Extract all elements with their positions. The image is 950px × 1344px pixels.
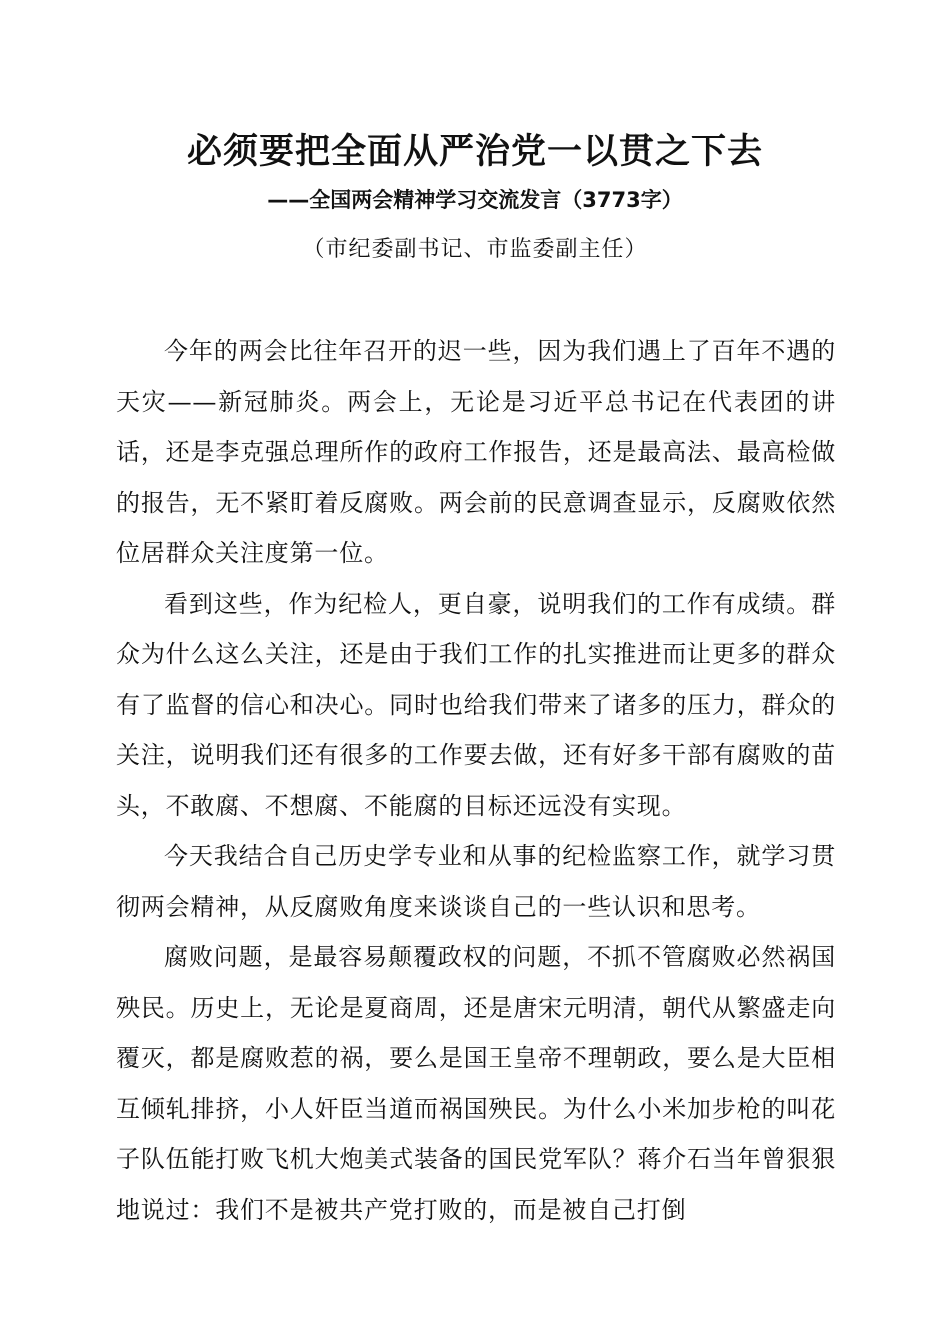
body-paragraph: 看到这些，作为纪检人，更自豪，说明我们的工作有成绩。群众为什么这么关注，还是由于我们工作的扎实推进而让更多的群众有了监督的信心和决心。同时也给我们带来了诸多的压力，群众的关注，说明我们还有很多的工作要去做，还有好多干部有腐败的苗头，不敢腐、不想腐、不能腐的目标还远没有实现。 xyxy=(116,589,836,820)
document-author: （市纪委副书记、市监委副主任） xyxy=(302,237,648,262)
body-paragraph: 腐败问题，是最容易颠覆政权的问题，不抓不管腐败必然祸国殃民。历史上，无论是夏商周，还是唐宋元明清，朝代从繁盛走向覆灭，都是腐败惹的祸，要么是国王皇帝不理朝政，要么是大臣相互倾轧排挤，小人奸臣当道而祸国殃民。为什么小米加步枪的叫花子队伍能打败飞机大炮美式装备的国民党军队？蒋介石当年曾狠狠地说过：我们不是被共产党打败的，而是被自己打倒 xyxy=(116,943,836,1224)
document-body xyxy=(116,326,836,1235)
document-title: 必须要把全面从严治党一以贯之下去 xyxy=(186,131,763,172)
body-paragraph: 今年的两会比往年召开的迟一些，因为我们遇上了百年不遇的天灾——新冠肺炎。两会上，无论是习近平总书记在代表团的讲话，还是李克强总理所作的政府工作报告，还是最高法、最高检做的报告，无不紧盯着反腐败。两会前的民意调查显示，反腐败依然位居群众关注度第一位。 xyxy=(116,337,836,567)
body-paragraph: 今天我结合自己历史学专业和从事的纪检监察工作，就学习贯彻两会精神，从反腐败角度来谈谈自己的一些认识和思考。 xyxy=(116,842,836,921)
document-subtitle: ——全国两会精神学习交流发言（3773字） xyxy=(267,188,683,212)
